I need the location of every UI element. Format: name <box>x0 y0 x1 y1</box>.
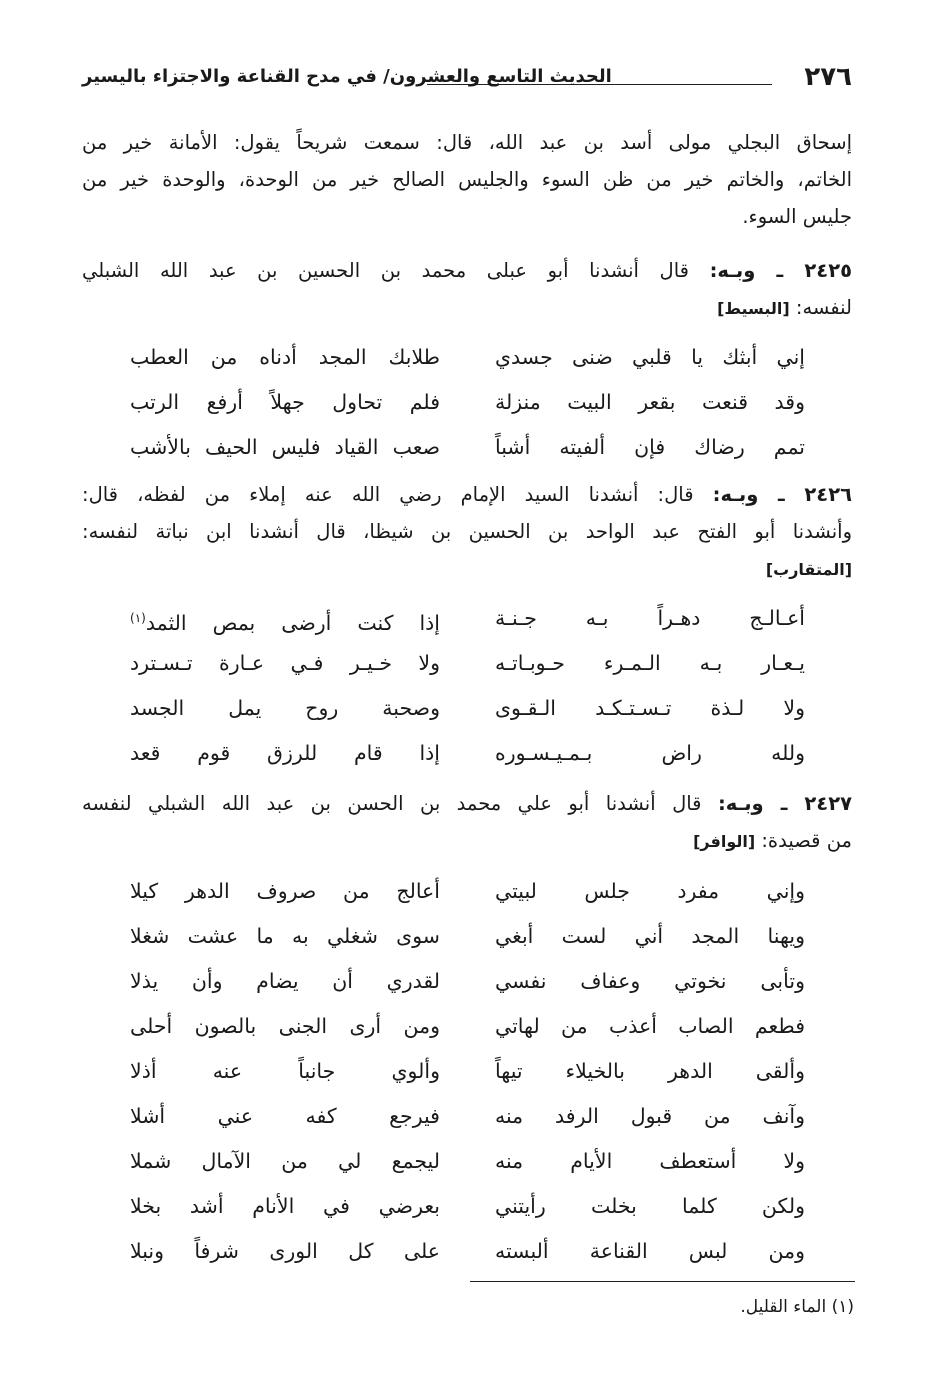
verse-line <box>82 869 852 914</box>
poem-2427 <box>82 869 852 1274</box>
verse-first-hemistich: ولا أستعطف الأيام منه <box>495 1149 805 1173</box>
verse-first-hemistich: ومن لبس القناعة ألبسته <box>495 1239 805 1263</box>
report-2426-number: ٢٤٢٦ ـ وبـه: <box>712 483 852 506</box>
verse-second-hemistich: وصحبة روح يمل الجسد <box>130 696 440 720</box>
verse-first-hemistich: تمم رضاك فإن ألفيته أشباً <box>495 435 805 459</box>
intro-line: الخاتم، والخاتم خير من ظن السوء والجليس الصالح خير من الوحدة، والوحدة خير من <box>82 168 852 191</box>
intro-line: جليس السوء. <box>742 205 852 228</box>
report-2426-line1 <box>82 476 852 513</box>
report-2427 <box>82 785 852 859</box>
verse-text: إذا كنت أرضى بمص الثمد <box>145 610 440 635</box>
verse-first-hemistich: ولا لـذة تـسـتـكـد الـقـوى <box>495 696 805 720</box>
page-number: ٢٧٦ <box>804 62 852 92</box>
verse-first-hemistich: وتأبى نخوتي وعفاف نفسي <box>495 969 805 993</box>
verse-second-hemistich: ليجمع لي من الآمال شملا <box>130 1149 440 1173</box>
verse-line <box>82 641 852 686</box>
report-2425-text: قال أنشدنا أبو عبلى محمد بن الحسين بن عبد الله الشبلي <box>82 259 689 282</box>
verse-first-hemistich: ولله راض بـمـيـسـوره <box>495 741 805 765</box>
report-2427-line2 <box>82 822 852 859</box>
verse-line <box>82 959 852 1004</box>
verse-line <box>82 731 852 776</box>
verse-second-hemistich: بعرضي في الأنام أشد بخلا <box>130 1194 440 1218</box>
verse-line <box>82 1184 852 1229</box>
verse-second-hemistich <box>130 596 440 646</box>
verse-line <box>82 380 852 425</box>
meter-label: [البسيط] <box>717 299 790 318</box>
verse-line <box>82 596 852 641</box>
verse-second-hemistich: فيرجع كفه عني أشلا <box>130 1104 440 1128</box>
verse-second-hemistich: وألوي جانباً عنه أذلا <box>130 1059 440 1083</box>
verse-line <box>82 1139 852 1184</box>
report-2427-number: ٢٤٢٧ ـ وبـه: <box>717 792 852 815</box>
footnote-marker: (١) <box>130 611 146 625</box>
verse-first-hemistich: أعـالـج دهـراً بـه جـنـة <box>495 606 805 630</box>
page-header <box>82 60 852 100</box>
verse-second-hemistich: طلابك المجد أدناه من العطب <box>130 345 440 369</box>
footnote: (١) الماء القليل. <box>740 1297 854 1317</box>
running-title: الحديث التاسع والعشرون/ في مدح القناعة والاجتزاء باليسير <box>82 66 612 87</box>
poem-2425 <box>82 335 852 470</box>
report-2426-text: قال: أنشدنا السيد الإمام رضي الله عنه إملاء من لفظه، قال: <box>82 483 694 506</box>
verse-second-hemistich: فلم تحاول جهلاً أرفع الرتب <box>130 390 440 414</box>
report-2425-text2: لنفسه: <box>795 296 852 319</box>
report-2427-line1 <box>82 785 852 822</box>
verse-second-hemistich: على كل الورى شرفاً ونبلا <box>130 1239 440 1263</box>
verse-line <box>82 425 852 470</box>
report-2426-line3 <box>82 550 852 587</box>
verse-line <box>82 1004 852 1049</box>
report-2425-line1 <box>82 252 852 289</box>
intro-line: إسحاق البجلي مولى أسد بن عبد الله، قال: سمعت شريحاً يقول: الأمانة خير من <box>82 131 852 154</box>
report-2427-text: قال أنشدنا أبو علي محمد بن الحسن بن عبد الله الشبلي لنفسه <box>82 792 702 815</box>
report-2425 <box>82 252 852 326</box>
verse-line <box>82 1094 852 1139</box>
meter-label: [المتقارب] <box>765 560 852 579</box>
verse-first-hemistich: وإني مفرد جلس لبيتي <box>495 879 805 903</box>
verse-line <box>82 914 852 959</box>
intro-paragraph <box>82 124 852 235</box>
verse-second-hemistich: ومن أرى الجنى بالصون أحلى <box>130 1014 440 1038</box>
verse-line <box>82 335 852 380</box>
verse-first-hemistich: وقد قنعت بقعر البيت منزلة <box>495 390 805 414</box>
report-2427-text2: من قصيدة: <box>761 829 852 852</box>
verse-second-hemistich: لقدري أن يضام وأن يذلا <box>130 969 440 993</box>
verse-second-hemistich: إذا قام للرزق قوم قعد <box>130 741 440 765</box>
report-2426-line2: وأنشدنا أبو الفتح عبد الواحد بن الحسين بن شيظا، قال أنشدنا ابن نباتة لنفسه: <box>82 520 852 543</box>
verse-line <box>82 686 852 731</box>
verse-first-hemistich: يـعـار بـه الـمـرء حـوبـاتـه <box>495 651 805 675</box>
verse-line <box>82 1229 852 1274</box>
verse-first-hemistich: ولكن كلما بخلت رأيتني <box>495 1194 805 1218</box>
report-2426 <box>82 476 852 587</box>
verse-first-hemistich: إني أبثك يا قلبي ضنى جسدي <box>495 345 805 369</box>
verse-first-hemistich: ويهنا المجد أني لست أبغي <box>495 924 805 948</box>
verse-first-hemistich: وألقى الدهر بالخيلاء تيهاً <box>495 1059 805 1083</box>
verse-first-hemistich: فطعم الصاب أعذب من لهاتي <box>495 1014 805 1038</box>
verse-second-hemistich: أعالج من صروف الدهر كيلا <box>130 879 440 903</box>
verse-second-hemistich: صعب القياد فليس الحيف بالأشب <box>130 435 440 459</box>
footnote-rule <box>470 1281 855 1282</box>
verse-second-hemistich: ولا خـيـر فـي عـارة تـسـترد <box>130 651 440 675</box>
meter-label: [الوافر] <box>693 832 756 851</box>
report-2425-number: ٢٤٢٥ ـ وبـه: <box>709 259 853 282</box>
verse-first-hemistich: وآنف من قبول الرفد منه <box>495 1104 805 1128</box>
poem-2426 <box>82 596 852 776</box>
verse-line <box>82 1049 852 1094</box>
report-2425-line2 <box>82 289 852 326</box>
verse-second-hemistich: سوى شغلي به ما عشت شغلا <box>130 924 440 948</box>
